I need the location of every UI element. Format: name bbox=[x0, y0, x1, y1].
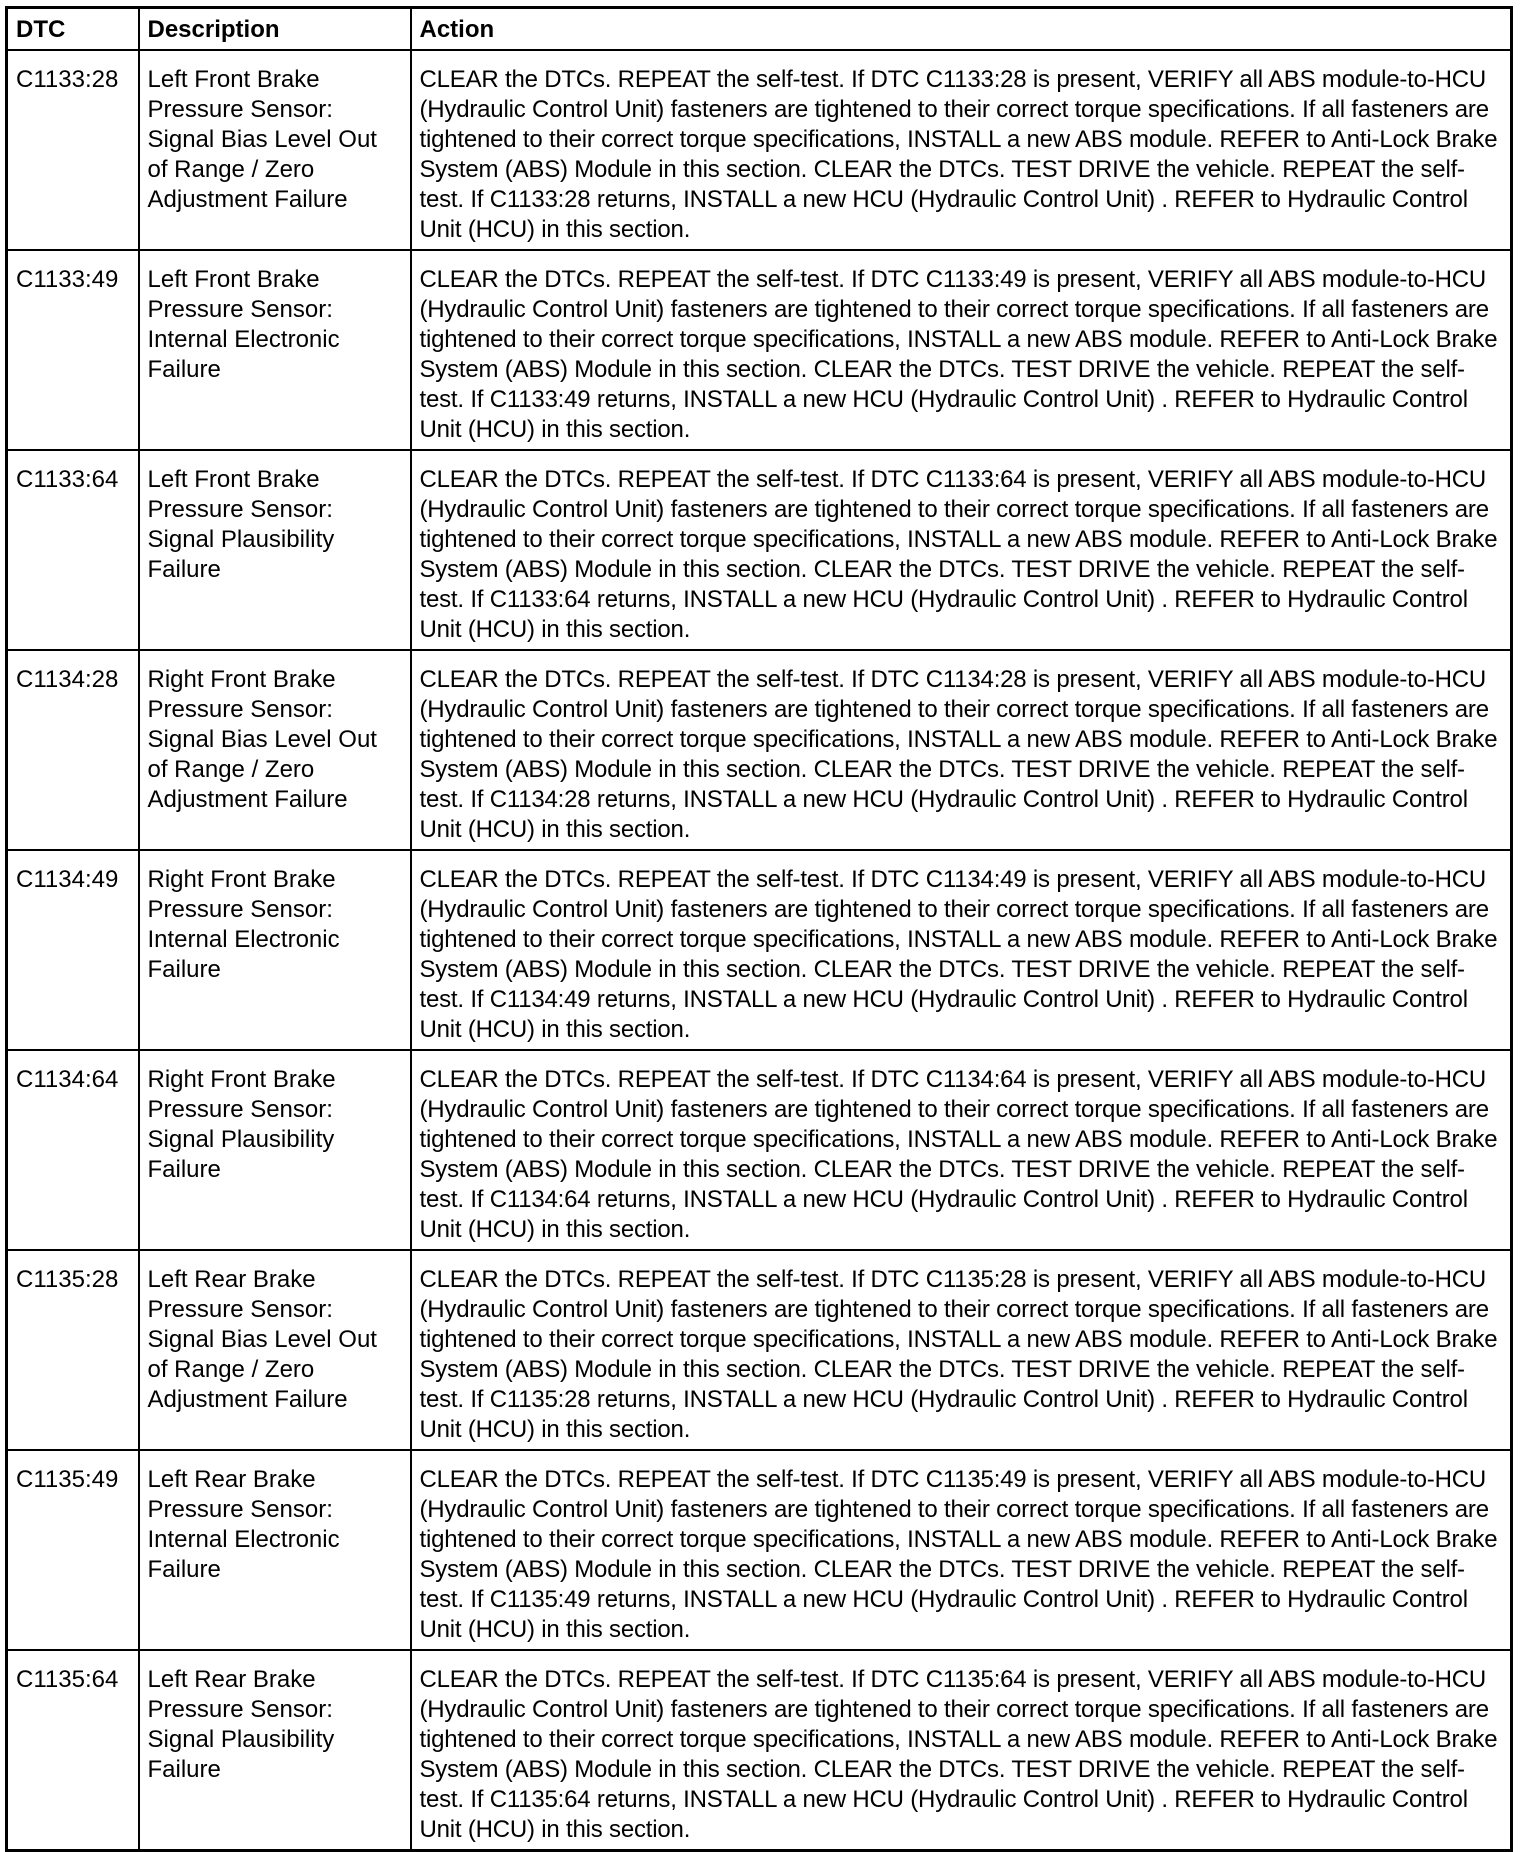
table-row bbox=[7, 1650, 1512, 1851]
dtc-description: Left Rear Brake Pressure Sensor: Internal Electronic Failure bbox=[139, 1450, 411, 1650]
dtc-action: CLEAR the DTCs. REPEAT the self-test. If DTC C1133:28 is present, VERIFY all ABS module-to-HCU (Hydraulic Control Unit) fasteners are tightened to their correct torque specifications. If all fasteners are tightened to their correct torque specifications, INSTALL a new ABS module. REFER to Anti-Lock Brake System (ABS) Module in this section. CLEAR the DTCs. TEST DRIVE the vehicle. REPEAT the self-test. If C1133:28 returns, INSTALL a new HCU (Hydraulic Control Unit) . REFER to Hydraulic Control Unit (HCU) in this section. bbox=[411, 50, 1512, 250]
header-row bbox=[7, 8, 1512, 51]
header-dtc: DTC bbox=[7, 8, 139, 51]
dtc-code: C1134:49 bbox=[7, 850, 139, 1050]
dtc-action: CLEAR the DTCs. REPEAT the self-test. If DTC C1135:49 is present, VERIFY all ABS module-to-HCU (Hydraulic Control Unit) fasteners are tightened to their correct torque specifications. If all fasteners are tightened to their correct torque specifications, INSTALL a new ABS module. REFER to Anti-Lock Brake System (ABS) Module in this section. CLEAR the DTCs. TEST DRIVE the vehicle. REPEAT the self-test. If C1135:49 returns, INSTALL a new HCU (Hydraulic Control Unit) . REFER to Hydraulic Control Unit (HCU) in this section. bbox=[411, 1450, 1512, 1650]
dtc-code: C1134:28 bbox=[7, 650, 139, 850]
table-row bbox=[7, 1050, 1512, 1250]
table-header bbox=[7, 8, 1512, 51]
dtc-action: CLEAR the DTCs. REPEAT the self-test. If DTC C1133:64 is present, VERIFY all ABS module-to-HCU (Hydraulic Control Unit) fasteners are tightened to their correct torque specifications. If all fasteners are tightened to their correct torque specifications, INSTALL a new ABS module. REFER to Anti-Lock Brake System (ABS) Module in this section. CLEAR the DTCs. TEST DRIVE the vehicle. REPEAT the self-test. If C1133:64 returns, INSTALL a new HCU (Hydraulic Control Unit) . REFER to Hydraulic Control Unit (HCU) in this section. bbox=[411, 450, 1512, 650]
table-row bbox=[7, 250, 1512, 450]
table-row bbox=[7, 650, 1512, 850]
dtc-description: Right Front Brake Pressure Sensor: Signal Bias Level Out of Range / Zero Adjustment Failure bbox=[139, 650, 411, 850]
dtc-action: CLEAR the DTCs. REPEAT the self-test. If DTC C1135:64 is present, VERIFY all ABS module-to-HCU (Hydraulic Control Unit) fasteners are tightened to their correct torque specifications. If all fasteners are tightened to their correct torque specifications, INSTALL a new ABS module. REFER to Anti-Lock Brake System (ABS) Module in this section. CLEAR the DTCs. TEST DRIVE the vehicle. REPEAT the self-test. If C1135:64 returns, INSTALL a new HCU (Hydraulic Control Unit) . REFER to Hydraulic Control Unit (HCU) in this section. bbox=[411, 1650, 1512, 1851]
dtc-code: C1133:49 bbox=[7, 250, 139, 450]
table-row bbox=[7, 850, 1512, 1050]
dtc-description: Right Front Brake Pressure Sensor: Internal Electronic Failure bbox=[139, 850, 411, 1050]
dtc-action: CLEAR the DTCs. REPEAT the self-test. If DTC C1134:49 is present, VERIFY all ABS module-to-HCU (Hydraulic Control Unit) fasteners are tightened to their correct torque specifications. If all fasteners are tightened to their correct torque specifications, INSTALL a new ABS module. REFER to Anti-Lock Brake System (ABS) Module in this section. CLEAR the DTCs. TEST DRIVE the vehicle. REPEAT the self-test. If C1134:49 returns, INSTALL a new HCU (Hydraulic Control Unit) . REFER to Hydraulic Control Unit (HCU) in this section. bbox=[411, 850, 1512, 1050]
dtc-code: C1133:28 bbox=[7, 50, 139, 250]
table-row bbox=[7, 1450, 1512, 1650]
table-body bbox=[7, 50, 1512, 1851]
table-row bbox=[7, 50, 1512, 250]
dtc-table bbox=[5, 6, 1513, 1852]
dtc-description: Left Rear Brake Pressure Sensor: Signal Bias Level Out of Range / Zero Adjustment Failure bbox=[139, 1250, 411, 1450]
dtc-description: Left Front Brake Pressure Sensor: Signal Plausibility Failure bbox=[139, 450, 411, 650]
header-action: Action bbox=[411, 8, 1512, 51]
dtc-description: Left Front Brake Pressure Sensor: Signal Bias Level Out of Range / Zero Adjustment Failure bbox=[139, 50, 411, 250]
table-row bbox=[7, 1250, 1512, 1450]
dtc-action: CLEAR the DTCs. REPEAT the self-test. If DTC C1135:28 is present, VERIFY all ABS module-to-HCU (Hydraulic Control Unit) fasteners are tightened to their correct torque specifications. If all fasteners are tightened to their correct torque specifications, INSTALL a new ABS module. REFER to Anti-Lock Brake System (ABS) Module in this section. CLEAR the DTCs. TEST DRIVE the vehicle. REPEAT the self-test. If C1135:28 returns, INSTALL a new HCU (Hydraulic Control Unit) . REFER to Hydraulic Control Unit (HCU) in this section. bbox=[411, 1250, 1512, 1450]
dtc-description: Right Front Brake Pressure Sensor: Signal Plausibility Failure bbox=[139, 1050, 411, 1250]
dtc-description: Left Front Brake Pressure Sensor: Internal Electronic Failure bbox=[139, 250, 411, 450]
dtc-code: C1134:64 bbox=[7, 1050, 139, 1250]
dtc-code: C1135:64 bbox=[7, 1650, 139, 1851]
dtc-code: C1135:28 bbox=[7, 1250, 139, 1450]
header-description: Description bbox=[139, 8, 411, 51]
dtc-action: CLEAR the DTCs. REPEAT the self-test. If DTC C1134:64 is present, VERIFY all ABS module-to-HCU (Hydraulic Control Unit) fasteners are tightened to their correct torque specifications. If all fasteners are tightened to their correct torque specifications, INSTALL a new ABS module. REFER to Anti-Lock Brake System (ABS) Module in this section. CLEAR the DTCs. TEST DRIVE the vehicle. REPEAT the self-test. If C1134:64 returns, INSTALL a new HCU (Hydraulic Control Unit) . REFER to Hydraulic Control Unit (HCU) in this section. bbox=[411, 1050, 1512, 1250]
dtc-description: Left Rear Brake Pressure Sensor: Signal Plausibility Failure bbox=[139, 1650, 411, 1851]
dtc-action: CLEAR the DTCs. REPEAT the self-test. If DTC C1133:49 is present, VERIFY all ABS module-to-HCU (Hydraulic Control Unit) fasteners are tightened to their correct torque specifications. If all fasteners are tightened to their correct torque specifications, INSTALL a new ABS module. REFER to Anti-Lock Brake System (ABS) Module in this section. CLEAR the DTCs. TEST DRIVE the vehicle. REPEAT the self-test. If C1133:49 returns, INSTALL a new HCU (Hydraulic Control Unit) . REFER to Hydraulic Control Unit (HCU) in this section. bbox=[411, 250, 1512, 450]
dtc-code: C1133:64 bbox=[7, 450, 139, 650]
dtc-code: C1135:49 bbox=[7, 1450, 139, 1650]
table-row bbox=[7, 450, 1512, 650]
dtc-action: CLEAR the DTCs. REPEAT the self-test. If DTC C1134:28 is present, VERIFY all ABS module-to-HCU (Hydraulic Control Unit) fasteners are tightened to their correct torque specifications. If all fasteners are tightened to their correct torque specifications, INSTALL a new ABS module. REFER to Anti-Lock Brake System (ABS) Module in this section. CLEAR the DTCs. TEST DRIVE the vehicle. REPEAT the self-test. If C1134:28 returns, INSTALL a new HCU (Hydraulic Control Unit) . REFER to Hydraulic Control Unit (HCU) in this section. bbox=[411, 650, 1512, 850]
